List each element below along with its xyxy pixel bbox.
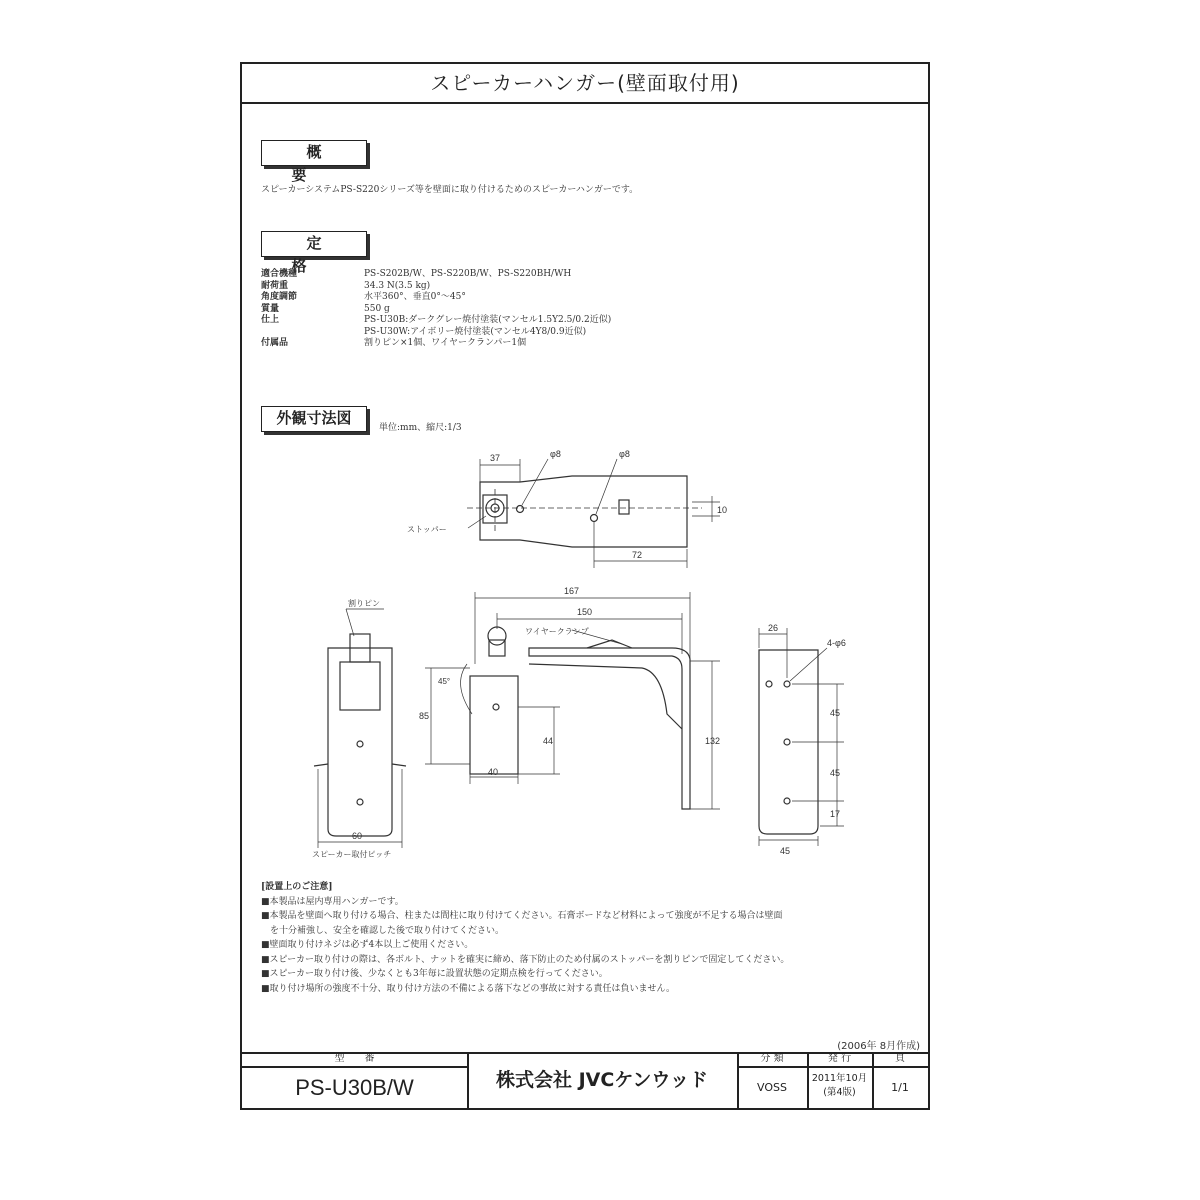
model-number: PS-U30B/W (295, 1075, 414, 1100)
side-view-hole (493, 704, 499, 710)
dim-label-44: 44 (543, 736, 554, 746)
issue-date: 2011年10月 (811, 1073, 868, 1084)
dim-label-37: 37 (490, 453, 501, 463)
note-item: ■スピーカー取り付け後、少なくとも3年毎に設置状態の定期点検を行ってください。 (261, 969, 608, 979)
spec-label: 質量 (261, 303, 280, 314)
side-view-gusset (529, 664, 682, 729)
dim-label-72: 72 (632, 550, 643, 560)
dim-label-45a: 45 (830, 708, 841, 718)
dim-label-26: 26 (768, 623, 779, 633)
top-view-slot (619, 500, 629, 514)
page-header: 頁 (895, 1053, 905, 1064)
dim-label-10: 10 (717, 505, 728, 515)
spec-value: 割りピン×1個、ワイヤークランパー1個 (364, 338, 527, 348)
dim-label-167: 167 (564, 586, 580, 596)
note-item: ■本製品を壁面へ取り付ける場合、柱または間柱に取り付けてください。石膏ボードなど材料によって強度が不足する場合は壁面 (261, 911, 783, 921)
specs-heading: 定格 (261, 231, 367, 257)
spec-value: PS-S202B/W、PS-S220B/W、PS-S220BH/WH (364, 269, 572, 279)
leader-line (790, 648, 827, 681)
back-view-hole (766, 681, 772, 687)
leader-line (346, 609, 354, 636)
spec-label: 耐荷重 (261, 280, 289, 291)
overview-heading: 概要 (261, 140, 367, 166)
side-view-clamp (587, 640, 632, 648)
split-pin-label: 割りピン (348, 599, 380, 608)
top-view-hole (517, 506, 524, 513)
spec-value: 34.3 N(3.5 kg) (364, 280, 431, 291)
created-date: (2006年 8月作成) (837, 1041, 920, 1052)
dim-label-45c: 45 (780, 846, 791, 856)
title-block (242, 1052, 928, 1108)
dimension-drawing (242, 64, 928, 864)
back-view-hole (784, 681, 790, 687)
side-view-bolt (488, 627, 506, 645)
spec-value: 550 g (364, 303, 390, 314)
notes-heading: [設置上のご注意] (261, 882, 333, 892)
dim-label-40: 40 (488, 767, 499, 777)
dim-label-phi8a: φ8 (550, 449, 561, 459)
side-view-mount (470, 676, 518, 774)
drawing-sheet (240, 62, 930, 1110)
page-number: 1/1 (891, 1081, 909, 1094)
spec-label: 適合機種 (261, 269, 298, 279)
drawing-heading: 外観寸法図 (261, 406, 367, 432)
installation-notes (261, 880, 789, 996)
note-item: ■スピーカー取り付けの際は、各ボルト、ナットを確実に締め、落下防止のため付属のストッパーを割りピンで固定してください。 (261, 954, 790, 965)
wire-clamp-label: ワイヤークランプ (525, 627, 589, 636)
dim-label-132: 132 (705, 736, 721, 746)
company-name: 株式会社 JVCケンウッド (495, 1069, 708, 1091)
spec-value: 水平360°、垂直0°～45° (364, 292, 466, 302)
front-view-body (328, 648, 392, 836)
class-value: VOSS (757, 1081, 787, 1094)
back-view-hole (784, 798, 790, 804)
spec-label: 仕上 (261, 315, 280, 325)
leader-line (596, 459, 617, 514)
spec-label: 付属品 (261, 338, 289, 348)
top-view-hole (591, 515, 598, 522)
unit-note: 単位:mm、縮尺:1/3 (379, 423, 462, 433)
document-title: スピーカーハンガー(壁面取付用) (242, 64, 928, 104)
front-view-hole (357, 741, 363, 747)
note-item: ■取り付け場所の強度不十分、取り付け方法の不備による落下などの事故に対する責任は負いません。 (261, 983, 676, 994)
front-view-pivot (340, 662, 380, 710)
class-header: 分 類 (760, 1053, 784, 1064)
leader-line (522, 459, 548, 505)
overview-text: スピーカーシステムPS-S220シリーズ等を壁面に取り付けるためのスピーカーハンガーです。 (261, 185, 639, 195)
issue-header: 発 行 (827, 1053, 852, 1064)
note-item: を十分補強し、安全を確認した後で取り付けてください。 (261, 925, 505, 936)
dim-label-150: 150 (577, 607, 593, 617)
model-header: 型 番 (334, 1053, 375, 1064)
dim-label-85: 85 (419, 711, 430, 721)
dim-label-17: 17 (830, 809, 841, 819)
note-item: ■壁面取り付けネジは必ず4本以上ご使用ください。 (261, 940, 474, 950)
holes-label: 4-φ6 (827, 638, 846, 648)
issue-edition: (第4版) (823, 1087, 856, 1098)
dim-label-60: 60 (352, 831, 363, 841)
side-view-bracket (529, 648, 690, 809)
dim-label-phi8b: φ8 (619, 449, 630, 459)
front-view-hole (357, 799, 363, 805)
spec-value: PS-U30B:ダークグレー焼付塗装(マンセル1.5Y2.5/0.2近似) (364, 315, 612, 325)
back-view-hole (784, 739, 790, 745)
pitch-label: スピーカー取付ピッチ (312, 850, 392, 859)
stopper-label: ストッパー (407, 525, 447, 534)
spec-label: 角度調節 (261, 292, 298, 302)
note-item: ■本製品は屋内専用ハンガーです。 (261, 896, 404, 907)
angle-label: 45° (438, 677, 451, 686)
top-view-body (480, 476, 687, 547)
dim-label-45b: 45 (830, 768, 841, 778)
spec-value: PS-U30W:アイボリー焼付塗装(マンセル4Y8/0.9近似) (364, 326, 587, 337)
